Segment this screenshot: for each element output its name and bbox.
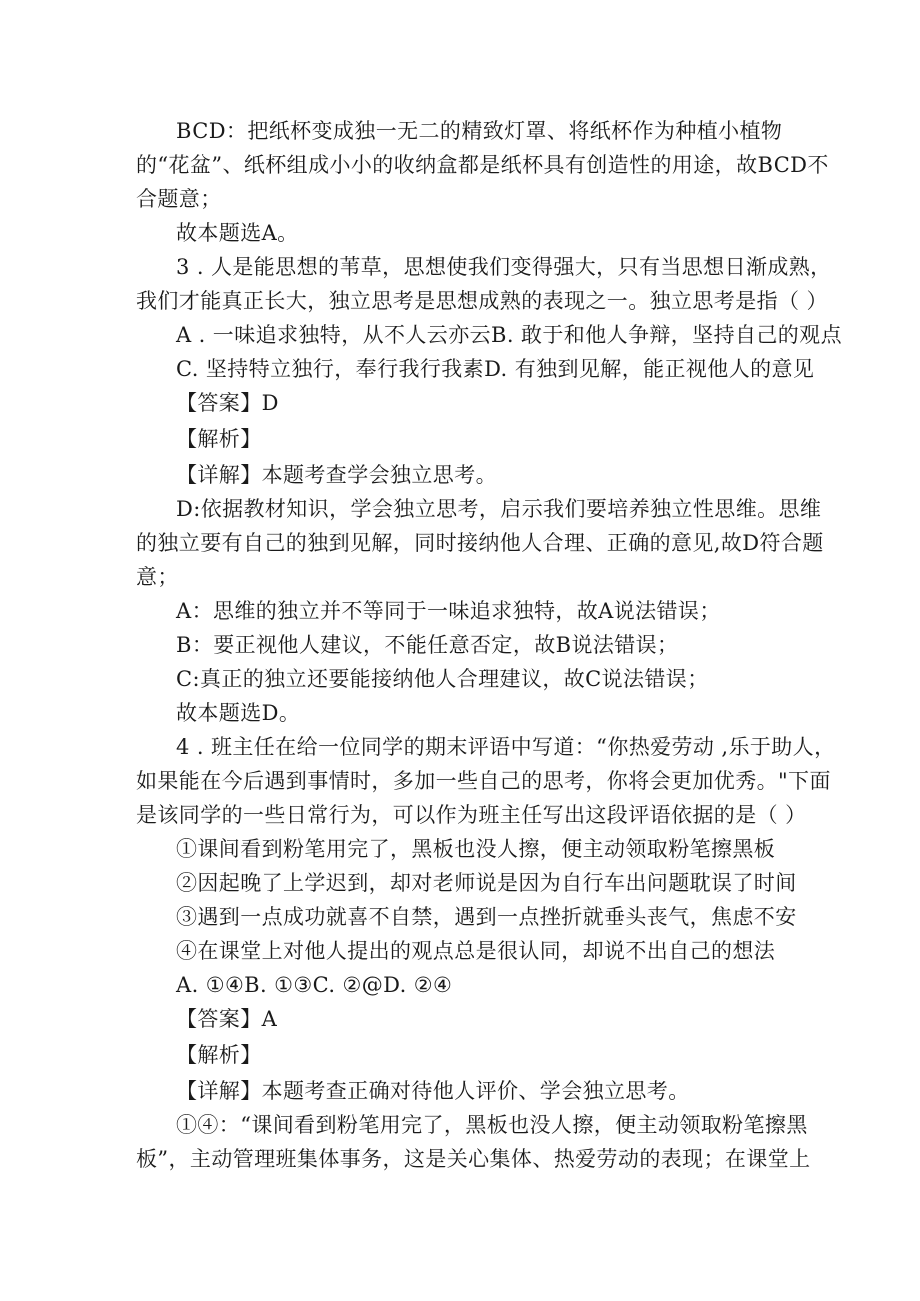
text-line: 的“花盆”、纸杯组成小小的收纳盒都是纸杯具有创造性的用途，故BCD不	[136, 153, 829, 177]
question-4-item: ④在课堂上对他人提出的观点总是很认同，却说不出自己的想法	[176, 939, 776, 963]
question-4-item: ②因起晚了上学迟到，却对老师说是因为自行车出问题耽误了时间	[176, 871, 797, 895]
question-4-stem: 是该同学的一些日常行为，可以作为班主任写出这段评语依据的是（ ）	[136, 803, 807, 827]
question-4-item: ③遇到一点成功就喜不自禁，遇到一点挫折就垂头丧气，焦虑不安	[176, 905, 797, 929]
question-4-stem: 如果能在今后遇到事情时，多加一些自己的思考，你将会更加优秀。"下面	[136, 769, 831, 793]
question-3-stem: 3 . 人是能思想的苇草，思想使我们变得强大，只有当思想日渐成熟，	[176, 255, 832, 279]
text-line: C:真正的独立还要能接纳他人合理建议，故C说法错误；	[176, 667, 709, 691]
text-line: ①④：“课间看到粉笔用完了，黑板也没人擦，便主动领取粉笔擦黑	[176, 1113, 808, 1137]
analysis-label: 【解析】	[176, 1043, 262, 1067]
question-3-stem: 我们才能真正长大，独立思考是思想成熟的表现之一。独立思考是指（ ）	[136, 289, 828, 313]
question-3-options: A . 一味追求独特，从不人云亦云B. 敢于和他人争辩，坚持自己的观点	[176, 323, 842, 347]
question-3-options: C. 坚持特立独行，奉行我行我素D. 有独到见解，能正视他人的意见	[176, 357, 815, 381]
detail-label: 【详解】本题考查正确对待他人评价、学会独立思考。	[176, 1079, 690, 1103]
text-line: 合题意；	[136, 187, 222, 211]
detail-label: 【详解】本题考查学会独立思考。	[176, 463, 497, 487]
text-line: A：思维的独立并不等同于一味追求独特，故A说法错误；	[176, 599, 721, 623]
text-line: D:依据教材知识，学会独立思考，启示我们要培养独立性思维。思维	[176, 497, 822, 521]
answer-label: 【答案】D	[176, 391, 279, 415]
text-line: 意；	[136, 565, 179, 589]
text-line: B：要正视他人建议，不能任意否定，故B说法错误；	[176, 633, 679, 657]
text-line: 板”，主动管理班集体事务，这是关心集体、热爱劳动的表现；在课堂上	[136, 1147, 811, 1171]
text-line: 故本题选D。	[176, 701, 301, 725]
question-4-stem: 4 . 班主任在给一位同学的期末评语中写道：“你热爱劳动 ,乐于助人，	[176, 735, 836, 759]
answer-label: 【答案】A	[176, 1007, 278, 1031]
question-4-options: A. ①④B. ①③C. ②@D. ②④	[176, 973, 453, 997]
question-4-item: ①课间看到粉笔用完了，黑板也没人擦，便主动领取粉笔擦黑板	[176, 837, 776, 861]
text-line: BCD：把纸杯变成独一无二的精致灯罩、将纸杯作为种植小植物	[176, 119, 783, 143]
text-line: 的独立要有自己的独到见解，同时接纳他人合理、正确的意见,故D符合题	[136, 531, 824, 555]
analysis-label: 【解析】	[176, 427, 262, 451]
text-line: 故本题选A。	[176, 221, 299, 245]
